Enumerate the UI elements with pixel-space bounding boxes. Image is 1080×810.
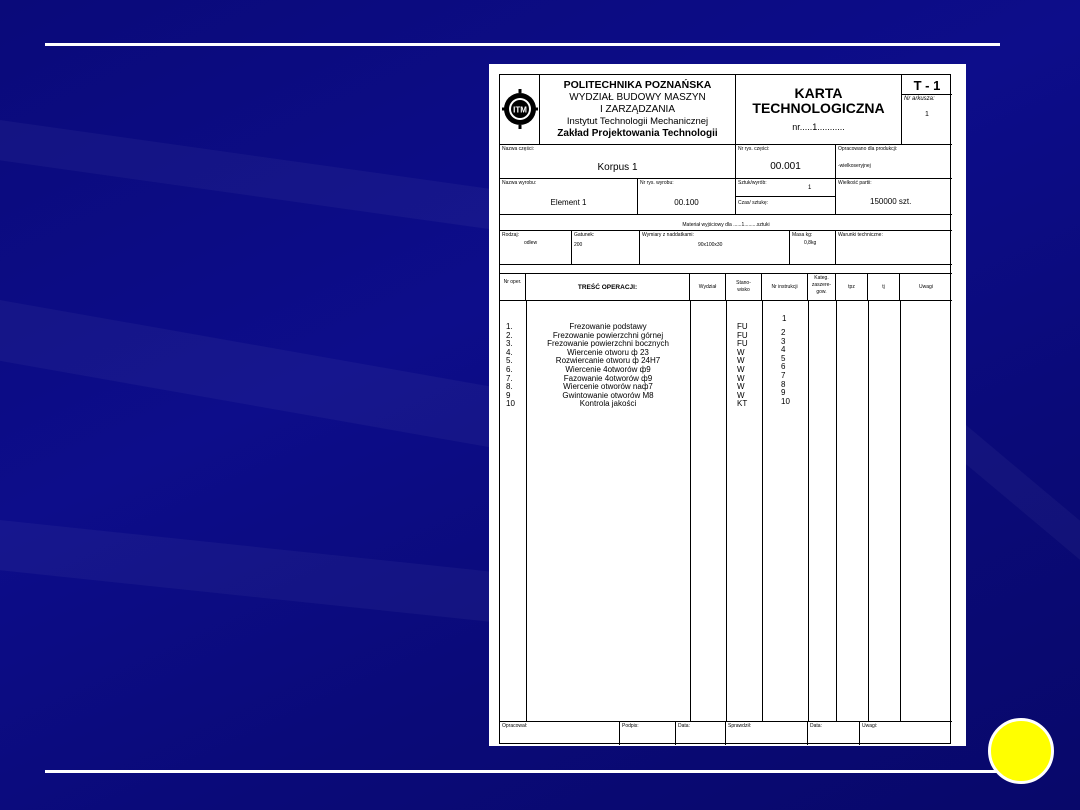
operation-name: Frezowanie powierzchni górnej — [552, 330, 664, 340]
conditions-label: Warunki techniczne: — [838, 232, 883, 238]
operation-nr: 7. — [506, 373, 513, 383]
conditions-cell — [836, 231, 952, 265]
logo-cell — [500, 75, 540, 145]
operation-name: Gwintowanie otworów M8 — [562, 390, 654, 400]
product-name-value: Element 1 — [550, 198, 587, 207]
table-body — [500, 301, 952, 721]
footer-date2: Data: — [810, 723, 822, 729]
title-cell — [736, 75, 902, 145]
time-label: Czas/ sztukę: — [738, 200, 769, 206]
material-grade-value: 200 — [574, 242, 583, 248]
operation-nr: 3. — [506, 339, 513, 349]
part-drawing-label: Nr rys. części: — [738, 146, 770, 152]
operation-nr: 2. — [506, 330, 513, 340]
material-dims-cell — [640, 231, 790, 265]
operation-instr: 6 — [781, 362, 786, 372]
department-name: Zakład Projektowania Technologii — [557, 128, 718, 139]
col-header-tpz — [836, 273, 868, 301]
col-header-station-text: Stano-wisko — [736, 280, 751, 293]
footer-signature: Podpis: — [622, 723, 639, 729]
operation-name: Fazowanie 4otworów ф9 — [563, 373, 653, 383]
card-code: T - 1 — [913, 78, 941, 93]
material-dims-value: 90x100x30 — [698, 242, 723, 248]
operation-instr: 4 — [781, 345, 786, 355]
operation-name: Wiercenie otworów naф7 — [563, 382, 653, 392]
product-drawing-value: 00.100 — [674, 198, 699, 207]
institution-cell — [540, 75, 736, 145]
footer-checked: Sprawdził: — [728, 723, 752, 729]
col-header-category — [808, 273, 836, 301]
col-header-tj — [868, 273, 900, 301]
footer-prepared-cell — [500, 721, 620, 745]
operation-nr: 10 — [506, 399, 515, 409]
university-name: POLITECHNIKA POZNAŃSKA — [563, 79, 712, 91]
card-frame — [499, 74, 951, 744]
footer-notes: Uwagi: — [862, 723, 878, 729]
part-name-cell — [500, 145, 736, 179]
part-drawing-value: 00.001 — [770, 161, 801, 172]
card-number: nr.....1........... — [792, 122, 845, 132]
sheet-cell — [902, 95, 952, 145]
card-title-line2: TECHNOLOGICZNA — [752, 100, 885, 116]
operation-name: Wiercenie otworu ф 23 — [567, 347, 649, 357]
operation-instr: 5 — [781, 353, 786, 363]
batch-label: Wielkość partii: — [838, 180, 872, 186]
footer-signature-cell — [620, 721, 676, 745]
col-header-nr-text: Nr oper. — [503, 279, 522, 285]
footer-date2-cell — [808, 721, 860, 745]
footer-notes-cell — [860, 721, 952, 745]
operation-station: FU — [737, 339, 748, 349]
part-drawing-cell — [736, 145, 836, 179]
svg-text:ITM: ITM — [513, 105, 527, 115]
col-header-nr — [500, 273, 526, 301]
sheet-value: 1 — [925, 111, 929, 118]
faculty-line1: WYDZIAŁ BUDOWY MASZYN — [569, 92, 706, 103]
operation-station: W — [737, 382, 745, 392]
top-divider — [45, 43, 1000, 46]
operation-station: KT — [737, 399, 748, 409]
operation-nr: 5. — [506, 356, 513, 366]
operation-instr: 10 — [781, 396, 790, 406]
production-value: -wielkoseryjnej — [838, 163, 871, 169]
operation-nr: 9 — [506, 390, 511, 400]
operation-nr: 8. — [506, 382, 513, 392]
operation-station: W — [737, 365, 745, 374]
operation-instr: 2 — [781, 328, 786, 337]
institute-name: Instytut Technologii Mechanicznej — [566, 116, 709, 127]
operation-name: Kontrola jakości — [579, 399, 637, 409]
col-header-tj-text: tj — [882, 284, 885, 290]
part-name-value: Korpus 1 — [597, 162, 638, 173]
col-header-dept-text: Wydział — [698, 284, 717, 290]
operation-station: W — [737, 390, 745, 400]
operation-instr: 8 — [781, 379, 786, 389]
product-name-cell — [500, 179, 638, 215]
material-type-cell — [500, 231, 572, 265]
col-header-instr-text: Nr instrukcji — [771, 284, 798, 290]
product-drawing-label: Nr rys. wyrobu: — [640, 180, 674, 186]
operation-instr: 9 — [781, 388, 786, 398]
material-mass-cell — [790, 231, 836, 265]
operation-name: Wiercenie 4otworów ф9 — [565, 365, 651, 374]
operation-station: FU — [737, 330, 748, 340]
material-header-cell — [500, 215, 952, 231]
operation-station: W — [737, 356, 745, 366]
pcs-label: Sztuk/wyrób: — [738, 180, 767, 186]
production-cell — [836, 145, 952, 179]
product-name-label: Nazwa wyrobu: — [502, 180, 537, 186]
pcs-cell — [736, 179, 836, 197]
operation-name: Rozwiercanie otworu ф 24H7 — [555, 356, 661, 366]
operation-station: W — [737, 347, 745, 357]
batch-cell — [836, 179, 952, 215]
instr-first: 1 — [782, 314, 787, 323]
time-cell — [736, 197, 836, 215]
batch-value: 150000 szt. — [870, 197, 912, 206]
material-mass-label: Masa kg: — [792, 232, 813, 238]
operation-nr: 1. — [506, 322, 513, 331]
part-name-label: Nazwa części: — [502, 146, 534, 152]
product-drawing-cell — [638, 179, 736, 215]
operation-name: Frezowanie podstawy — [569, 322, 647, 331]
operation-nr: 6. — [506, 365, 513, 374]
operation-station: FU — [737, 322, 748, 331]
slide-marker-dot[interactable] — [988, 718, 1054, 784]
col-header-content — [526, 273, 690, 301]
production-label: Opracowano dla produkcji: — [838, 146, 898, 152]
col-header-dept — [690, 273, 726, 301]
bottom-divider — [45, 770, 1000, 773]
col-header-notes-text: Uwagi — [919, 284, 933, 290]
operation-instr: 3 — [781, 336, 786, 346]
operation-instr: 7 — [781, 371, 786, 380]
footer-date: Data: — [678, 723, 690, 729]
card-title-line1: KARTA — [794, 85, 843, 101]
operation-nr: 4. — [506, 347, 513, 357]
operation-name: Frezowanie powierzchni bocznych — [547, 339, 669, 349]
operation-station: W — [737, 373, 745, 383]
col-header-category-text: Kateg. zaszere-gow. — [811, 275, 832, 295]
footer-prepared: Opracował: — [502, 723, 528, 729]
col-header-content-text: TREŚĆ OPERACJI: — [577, 284, 638, 291]
material-header: Materiał wyjściowy dla ......1.........sztuki — [682, 222, 770, 228]
col-header-station — [726, 273, 762, 301]
pcs-value: 1 — [808, 185, 812, 191]
footer-checked-cell — [726, 721, 808, 745]
material-grade-cell — [572, 231, 640, 265]
technology-card-document — [489, 64, 966, 746]
col-header-instr — [762, 273, 808, 301]
material-dims-label: Wymiary z naddatkami: — [642, 232, 694, 238]
university-logo-icon — [502, 87, 538, 131]
material-grade-label: Gatunek: — [574, 232, 595, 238]
sheet-label: Nr arkusza: — [904, 96, 935, 102]
material-type-value: odlew — [524, 240, 538, 246]
faculty-line2: I ZARZĄDZANIA — [599, 104, 675, 115]
col-header-notes — [900, 273, 952, 301]
code-cell — [902, 75, 952, 95]
footer-date-cell — [676, 721, 726, 745]
material-mass-value: 0,8kg — [804, 240, 817, 246]
col-header-tpz-text: tpz — [848, 284, 855, 290]
material-type-label: Rodzaj: — [502, 232, 519, 238]
